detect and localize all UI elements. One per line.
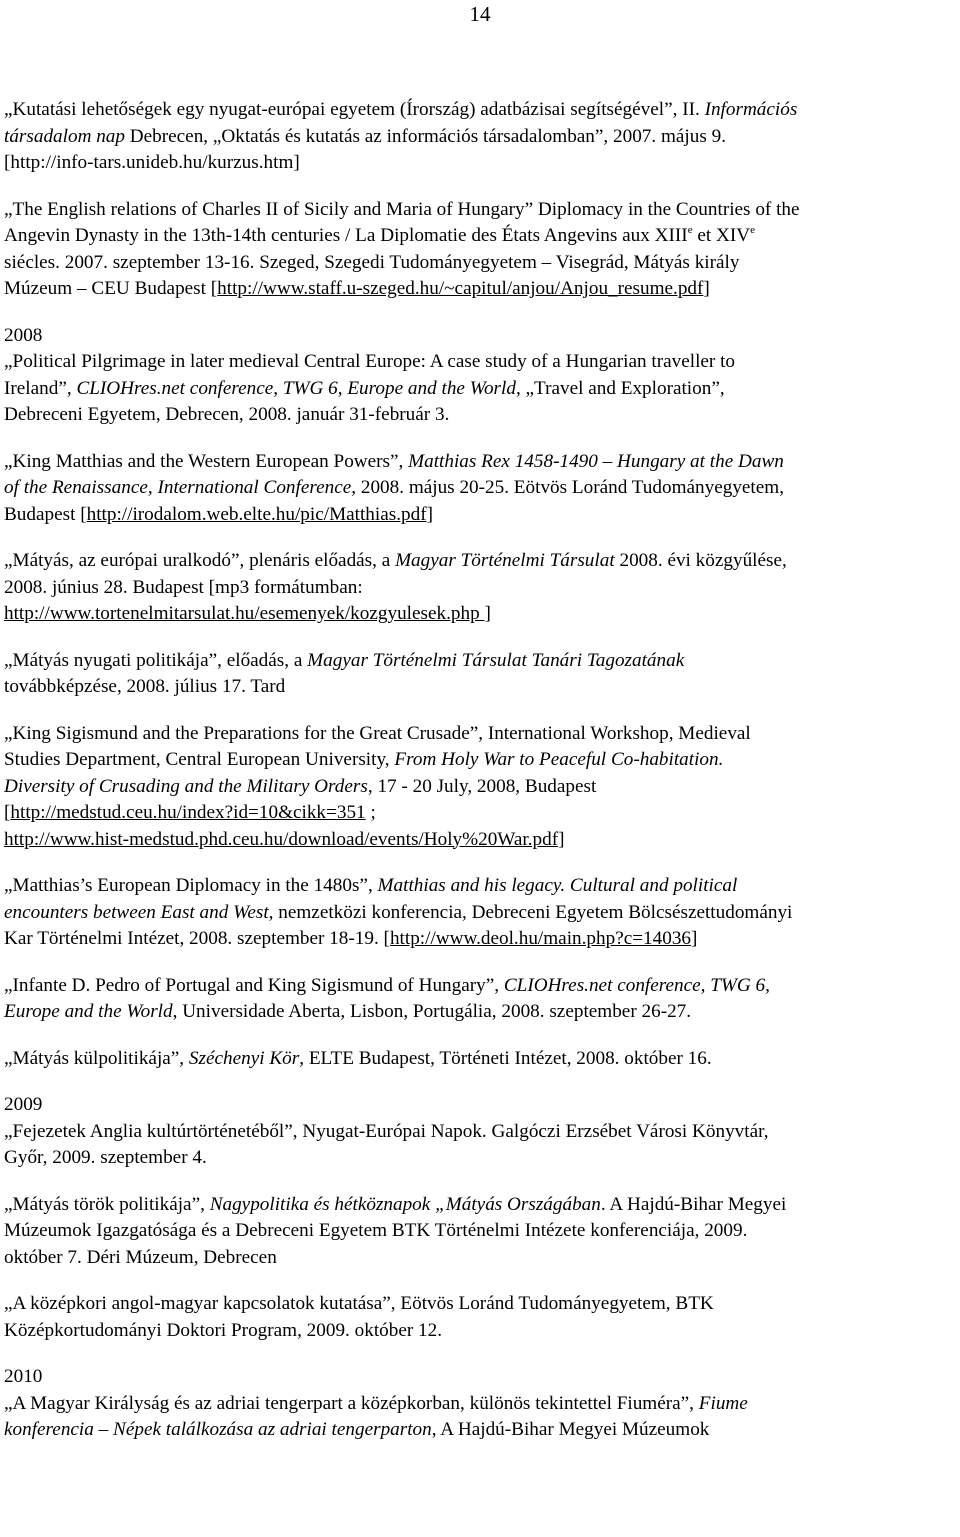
entry-text: ] — [691, 928, 698, 949]
entry-line — [4, 1318, 958, 1345]
entry-text: Középkortudományi Doktori Program, 2009. október 12. — [4, 1319, 443, 1341]
entry-text: „Mátyás török politikája”, — [4, 1193, 210, 1215]
entry-line — [4, 1145, 958, 1172]
entry-matyas-kulpolitikaja — [4, 1046, 958, 1073]
entry-line — [4, 601, 958, 628]
entry-line — [4, 475, 958, 502]
entry-italic: of the Renaissance, International Conference — [4, 477, 352, 498]
document-body — [4, 97, 958, 1464]
entry-italic: társadalom nap — [4, 125, 125, 147]
entry-line — [4, 1119, 958, 1146]
entry-italic: encounters between East and West — [4, 901, 269, 923]
entry-text: Kar Történelmi Intézet, 2008. szeptember 18-19. [ — [4, 928, 390, 949]
entry-link[interactable]: http://irodalom.web.elte.hu/pic/Matthias.pdf — [86, 503, 427, 525]
entry-line — [4, 575, 958, 602]
entry-italic: CLIOHres.net conference, TWG 6, Europe and the World — [76, 377, 516, 399]
superscript: e — [687, 224, 693, 236]
entry-italic: Matthias and his legacy. Cultural and political — [377, 875, 738, 896]
entry-link[interactable]: http://www.hist-medstud.phd.ceu.hu/download/events/Holy%20War.pdf — [4, 828, 559, 850]
entry-king-matthias-western-powers — [4, 449, 958, 529]
entry-line — [4, 999, 958, 1026]
year-heading: 2010 — [4, 1366, 43, 1387]
entry-text: 2008. június 28. Budapest [mp3 formátumban: — [4, 576, 363, 598]
entry-line — [4, 721, 958, 748]
entry-text: Múzeum – CEU Budapest [ — [4, 278, 218, 299]
entry-matyas-nyugati-politikaja — [4, 648, 958, 701]
entry-line — [4, 223, 958, 250]
entry-text: , 2008. május 20-25. Eötvös Loránd Tudományegyetem, — [351, 477, 784, 498]
entry-text: ] — [484, 603, 491, 624]
entry-text: Ireland”, — [4, 377, 77, 399]
entry-italic: CLIOHres.net conference, TWG 6, — [503, 974, 770, 996]
entry-text: „King Sigismund and the Preparations for the Great Crusade”, International Workshop, Medieval — [4, 722, 751, 744]
entry-text: „Fejezetek Anglia kultúrtörténetéből”, Nyugat-Európai Napok. Galgóczi Erzsébet Városi Könyvtár, — [4, 1120, 769, 1142]
entry-fejezetek-anglia — [4, 1092, 958, 1172]
entry-italic: Magyar Történelmi Társulat Tanári Tagozatának — [307, 649, 685, 671]
entry-matyas-torok-politikaja — [4, 1192, 958, 1272]
entry-line — [4, 1046, 958, 1073]
entry-text: „Mátyás nyugati politikája”, előadás, a — [4, 649, 308, 671]
entry-political-pilgrimage — [4, 323, 958, 429]
entry-text: „A Magyar Királyság és az adriai tengerpart a középkorban, különös tekintettel Fiuméra”, — [4, 1392, 699, 1414]
page-number: 14 — [469, 2, 491, 26]
entry-line — [4, 1417, 958, 1444]
entry-link[interactable]: http://medstud.ceu.hu/index?id=10&cikk=351 — [10, 802, 366, 823]
entry-text: et XIV — [692, 225, 751, 246]
entry-text: október 7. Déri Múzeum, Debrecen — [4, 1246, 277, 1268]
entry-link[interactable]: http://www.tortenelmitarsulat.hu/esemenyek/kozgyulesek.php — [4, 603, 485, 624]
entry-text: Studies Department, Central European University, — [4, 749, 395, 770]
superscript: e — [750, 224, 756, 236]
entry-line — [4, 1218, 958, 1245]
entry-matyas-europai-uralkodo — [4, 548, 958, 628]
entry-text: ] — [558, 828, 565, 850]
entry-text: , Universidade Aberta, Lisbon, Portugália, 2008. szeptember 26-27. — [172, 1001, 692, 1022]
entry-link[interactable]: http://www.deol.hu/main.php?c=14036 — [389, 928, 692, 949]
entry-line — [4, 747, 958, 774]
year-heading: 2009 — [4, 1094, 43, 1115]
entry-line — [4, 873, 958, 900]
entry-italic: Információs — [704, 99, 798, 120]
entry-line — [4, 402, 958, 429]
entry-text: Múzeumok Igazgatósága és a Debreceni Egyetem BTK Történelmi Intézete konferenciája, 2009. — [4, 1220, 748, 1241]
entry-text: siécles. 2007. szeptember 13-16. Szeged, Szegedi Tudományegyetem – Visegrád, Mátyás király — [4, 251, 740, 273]
entry-line — [4, 502, 958, 529]
entry-italic: Fiume — [698, 1392, 748, 1414]
entry-line — [4, 1291, 958, 1318]
entry-text: Debreceni Egyetem, Debrecen, 2008. január 31-február 3. — [4, 404, 450, 425]
entry-text: ; — [365, 802, 376, 823]
entry-line — [4, 1245, 958, 1272]
entry-text: „Mátyás, az európai uralkodó”, plenáris előadás, a — [4, 550, 396, 571]
entry-line — [4, 97, 958, 124]
entry-text: „A középkori angol-magyar kapcsolatok kutatása”, Eötvös Loránd Tudományegyetem, BTK — [4, 1293, 714, 1314]
entry-line — [4, 150, 958, 177]
entry-text: , 17 - 20 July, 2008, Budapest — [367, 775, 597, 797]
entry-text: , A Hajdú-Bihar Megyei Múzeumok — [431, 1419, 710, 1440]
entry-angol-magyar-kapcsolatok — [4, 1291, 958, 1344]
entry-line — [4, 973, 958, 1000]
entry-line — [4, 349, 958, 376]
entry-text: „King Matthias and the Western European Powers”, — [4, 450, 409, 472]
entry-italic: Matthias Rex 1458-1490 – Hungary at the Dawn — [408, 450, 784, 472]
entry-text: , nemzetközi konferencia, Debreceni Egyetem Bölcsészettudományi — [268, 901, 793, 923]
entry-line — [4, 774, 958, 801]
entry-text: „The English relations of Charles II of Sicily and Maria of Hungary” Diplomacy in the Countries of the — [4, 198, 800, 220]
entry-text: „Kutatási lehetőségek egy nyugat-európai egyetem (Írország) adatbázisai segítségével”, II. — [4, 99, 705, 120]
entry-italic: Széchenyi Kör — [188, 1047, 300, 1069]
entry-text: ] — [426, 503, 433, 525]
entry-line — [4, 800, 958, 827]
entry-line — [4, 449, 958, 476]
entry-english-relations-charles-ii — [4, 197, 958, 303]
entry-text: ] — [703, 278, 710, 299]
entry-text: , „Travel and Exploration”, — [515, 377, 725, 399]
entry-line — [4, 1192, 958, 1219]
entry-text: „Mátyás külpolitikája”, — [4, 1047, 189, 1069]
entry-text: továbbképzése, 2008. július 17. Tard — [4, 676, 286, 697]
entry-text: [http://info-tars.unideb.hu/kurzus.htm] — [4, 152, 300, 173]
entry-text: „Infante D. Pedro of Portugal and King Sigismund of Hungary”, — [4, 974, 504, 996]
entry-line — [4, 376, 958, 403]
entry-line — [4, 648, 958, 675]
entry-italic: Europe and the World — [4, 1001, 173, 1022]
entry-line — [4, 827, 958, 854]
entry-text: „Political Pilgrimage in later medieval Central Europe: A case study of a Hungarian traveller to — [4, 351, 736, 372]
entry-line — [4, 674, 958, 701]
entry-italic: konferencia – Népek találkozása az adriai tengerparton — [4, 1419, 432, 1440]
year-heading: 2008 — [4, 324, 43, 346]
entry-line — [4, 1391, 958, 1418]
entry-italic: From Holy War to Peaceful Co-habitation. — [394, 749, 724, 770]
entry-line — [4, 276, 958, 303]
entry-text: „Matthias’s European Diplomacy in the 1480s”, — [4, 875, 378, 896]
entry-text: . A Hajdú-Bihar Megyei — [600, 1193, 787, 1215]
entry-italic: Nagypolitika és hétköznapok „Mátyás Országában — [209, 1193, 601, 1215]
entry-text: Budapest [ — [4, 503, 87, 525]
entry-line — [4, 197, 958, 224]
entry-text: Debrecen, „Oktatás és kutatás az információs társadalomban”, 2007. május 9. — [125, 125, 726, 147]
entry-text: , ELTE Budapest, Történeti Intézet, 2008. október 16. — [299, 1047, 712, 1069]
entry-text: Győr, 2009. szeptember 4. — [4, 1147, 207, 1168]
entry-line — [4, 250, 958, 277]
entry-matthias-european-diplomacy — [4, 873, 958, 953]
entry-text: 2008. évi közgyűlése, — [614, 550, 787, 571]
entry-italic: Diversity of Crusading and the Military Orders — [4, 775, 368, 797]
entry-line — [4, 926, 958, 953]
entry-link[interactable]: http://www.staff.u-szeged.hu/~capitul/anjou/Anjou_resume.pdf — [217, 278, 704, 299]
entry-king-sigismund-crusade — [4, 721, 958, 854]
entry-line — [4, 124, 958, 151]
entry-magyar-kiralysag-adriai — [4, 1364, 958, 1444]
entry-text: Angevin Dynasty in the 13th-14th centuries / La Diplomatie des États Angevins aux XIII — [4, 225, 688, 246]
entry-text: [ — [4, 802, 11, 823]
entry-italic: Magyar Történelmi Társulat — [395, 550, 615, 571]
entry-kutatasi-lehetosegek — [4, 97, 958, 177]
entry-infante-pedro — [4, 973, 958, 1026]
entry-line — [4, 548, 958, 575]
entry-line — [4, 900, 958, 927]
